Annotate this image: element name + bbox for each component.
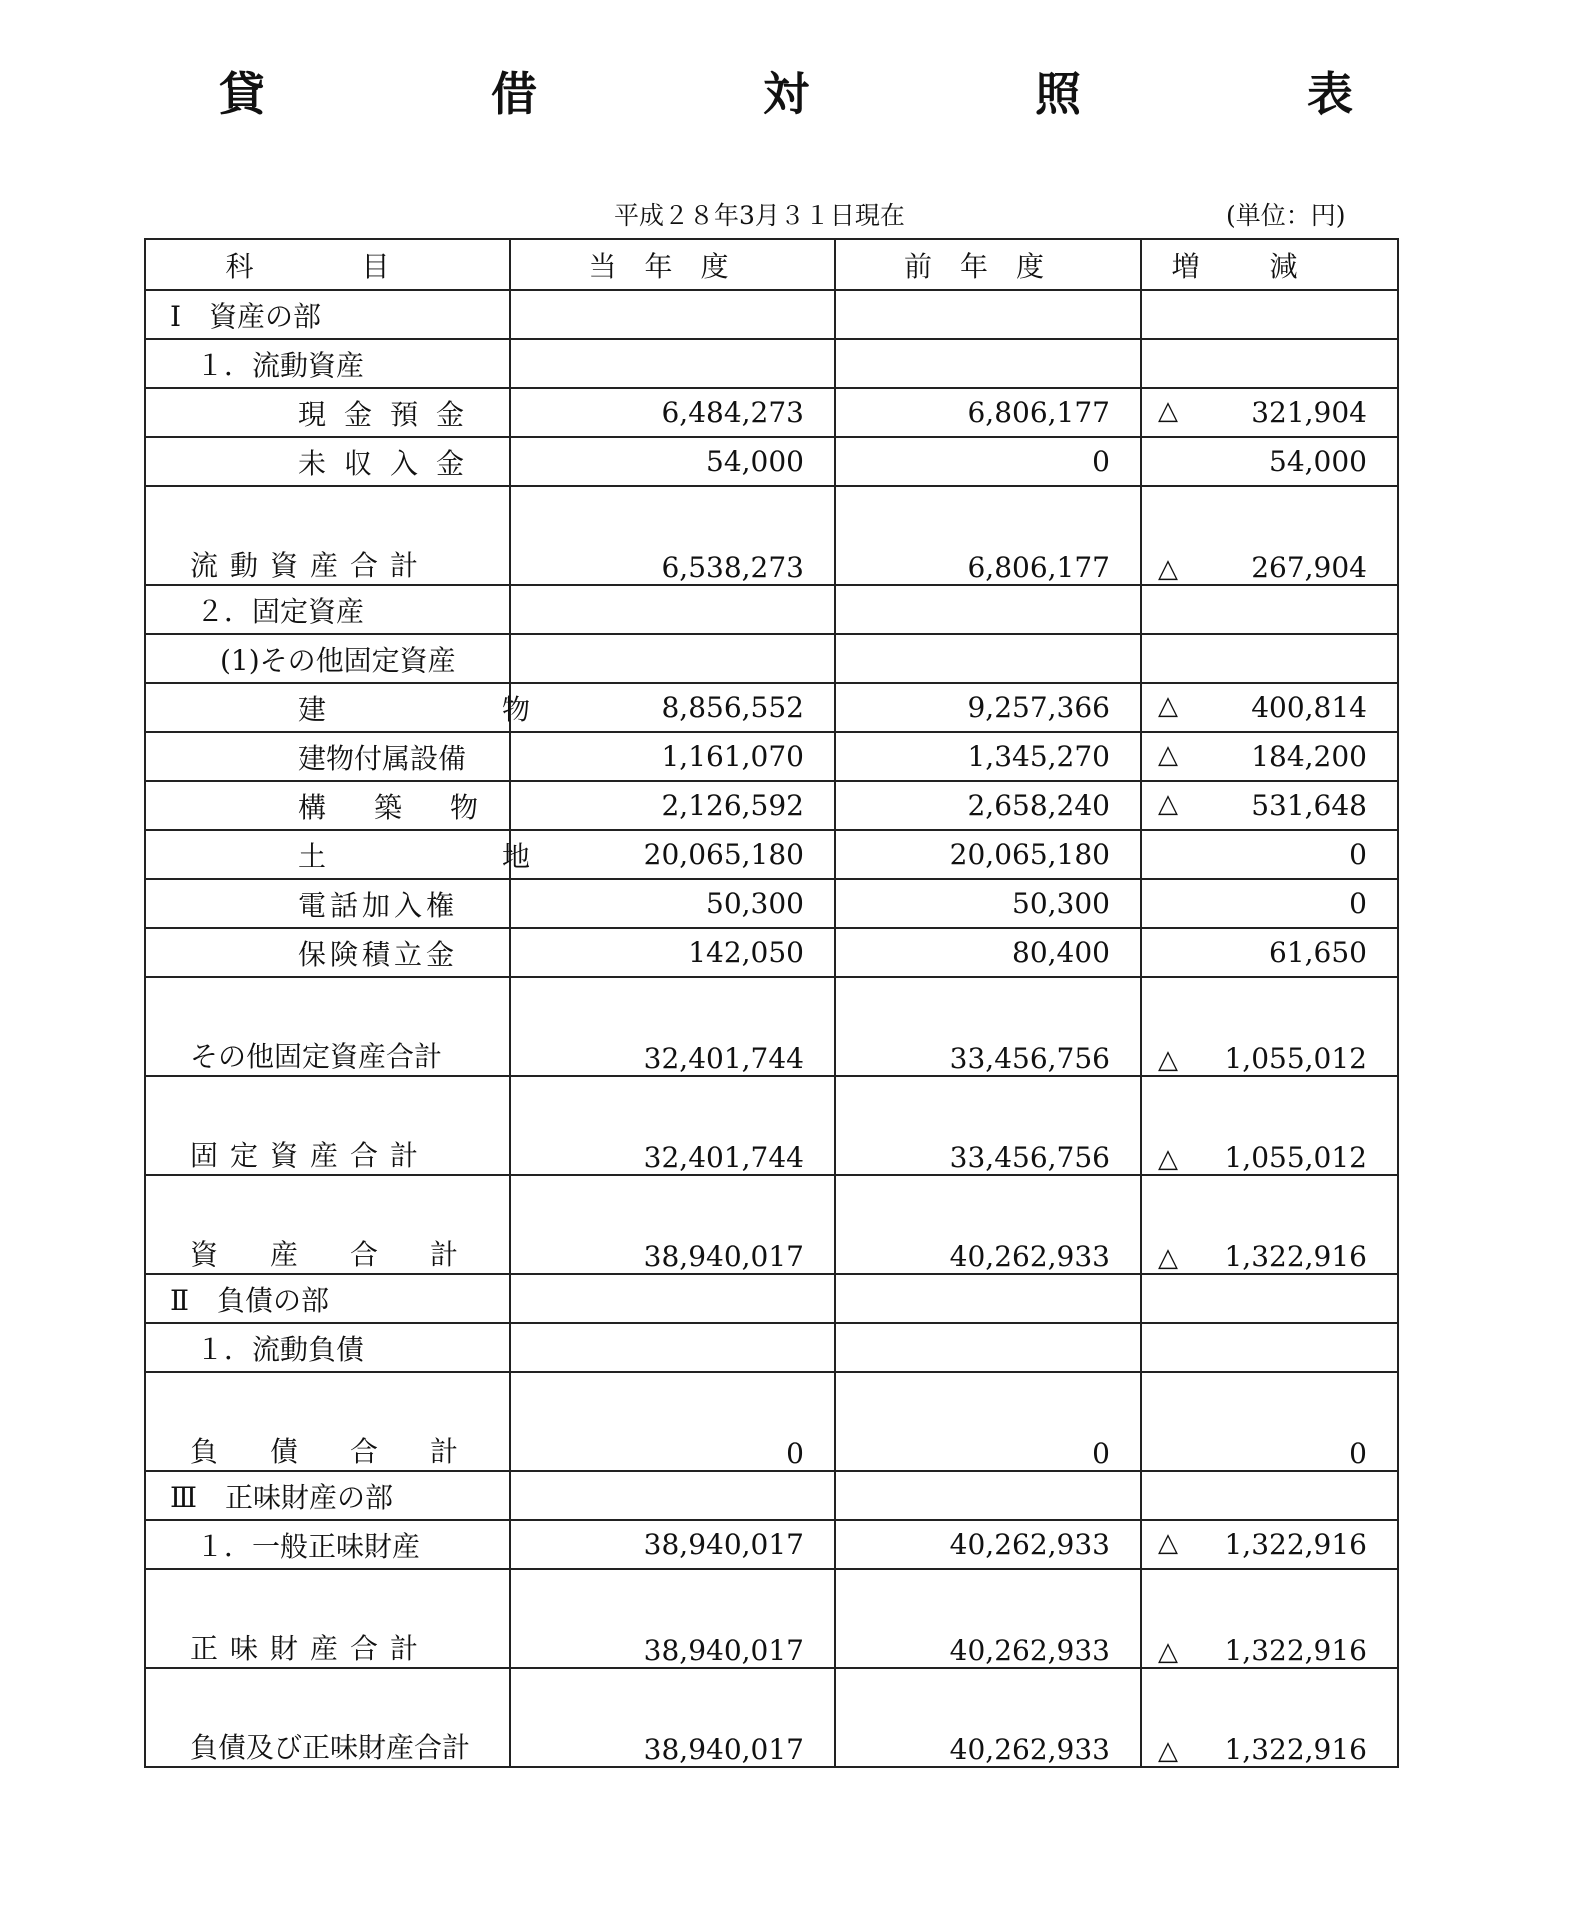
- document-title: 貸 借 対 照 表: [219, 67, 1443, 121]
- table-row: [145, 1520, 1398, 1569]
- change-cell: [1141, 1076, 1398, 1175]
- change-cell: [1141, 1668, 1398, 1767]
- previous-value: 50,300: [835, 879, 1141, 928]
- change-cell: [1141, 1569, 1398, 1668]
- decrease-marker: △: [1158, 691, 1178, 721]
- total-row: [145, 977, 1398, 1076]
- change-cell: [1141, 879, 1398, 928]
- section-liabilities-row: [145, 1274, 1398, 1323]
- fixed-assets-heading: ２．固定資産: [145, 585, 510, 634]
- change-cell: [1141, 1520, 1398, 1569]
- decrease-marker: △: [1158, 1243, 1178, 1273]
- section-assets-label: Ⅰ 資産の部: [145, 290, 510, 339]
- table-row: [145, 388, 1398, 437]
- change-cell: [1141, 1372, 1398, 1471]
- current-value: 1,161,070: [510, 732, 835, 781]
- total-label: 負債及び正味財産合計: [145, 1668, 510, 1767]
- change-value: 1,322,916: [1224, 1634, 1367, 1667]
- previous-value: 0: [835, 1372, 1141, 1471]
- previous-value: 80,400: [835, 928, 1141, 977]
- decrease-marker: △: [1158, 1528, 1178, 1558]
- change-cell: [1141, 781, 1398, 830]
- decrease-marker: △: [1158, 789, 1178, 819]
- previous-value: 40,262,933: [835, 1175, 1141, 1274]
- change-value: 1,322,916: [1224, 1240, 1367, 1273]
- section-assets-row: [145, 290, 1398, 339]
- change-cell: [1141, 1175, 1398, 1274]
- table-row: [145, 928, 1398, 977]
- decrease-marker: △: [1158, 1144, 1178, 1174]
- row-label: [145, 388, 510, 437]
- fixed-assets-heading-row: [145, 585, 1398, 634]
- current-value: 38,940,017: [510, 1175, 835, 1274]
- total-row: [145, 1372, 1398, 1471]
- current-assets-heading: １．流動資産: [145, 339, 510, 388]
- previous-value: 40,262,933: [835, 1569, 1141, 1668]
- row-label-text: 構 築 物: [298, 790, 489, 824]
- change-value: 321,904: [1251, 396, 1367, 429]
- row-label: [145, 732, 510, 781]
- total-label: 資 産 合 計: [145, 1175, 510, 1274]
- section-net-assets-row: [145, 1471, 1398, 1520]
- change-value: 0: [1349, 887, 1367, 920]
- change-cell: [1141, 732, 1398, 781]
- previous-value: 33,456,756: [835, 977, 1141, 1076]
- previous-value: 6,806,177: [835, 388, 1141, 437]
- decrease-marker: △: [1158, 1045, 1178, 1075]
- current-value: 38,940,017: [510, 1520, 835, 1569]
- total-label: 固定資産合計: [145, 1076, 510, 1175]
- row-label-text: 現金預金: [298, 397, 483, 431]
- previous-value: 40,262,933: [835, 1520, 1141, 1569]
- table-row: [145, 830, 1398, 879]
- row-label-text: 建 物: [298, 692, 571, 726]
- total-label: 流動資産合計: [145, 486, 510, 585]
- row-label: １．一般正味財産: [145, 1520, 510, 1569]
- previous-value: 2,658,240: [835, 781, 1141, 830]
- current-value: 6,538,273: [510, 486, 835, 585]
- as-of-date: 平成２８年3月３１日現在: [614, 201, 905, 230]
- row-label: [145, 781, 510, 830]
- other-fixed-assets-heading-row: [145, 634, 1398, 683]
- table-row: [145, 781, 1398, 830]
- change-value: 0: [1349, 838, 1367, 871]
- previous-value: 9,257,366: [835, 683, 1141, 732]
- total-row: [145, 1569, 1398, 1668]
- change-value: 400,814: [1251, 691, 1367, 724]
- section-net-assets-label: Ⅲ 正味財産の部: [145, 1471, 510, 1520]
- header-row: [145, 239, 1398, 290]
- current-value: 38,940,017: [510, 1569, 835, 1668]
- other-fixed-assets-heading: (1)その他固定資産: [145, 634, 510, 683]
- total-row: [145, 1175, 1398, 1274]
- current-assets-heading-row: [145, 339, 1398, 388]
- change-value: 0: [1349, 1437, 1367, 1470]
- table-row: [145, 732, 1398, 781]
- current-liabilities-heading: １．流動負債: [145, 1323, 510, 1372]
- change-value: 61,650: [1269, 936, 1367, 969]
- change-cell: [1141, 928, 1398, 977]
- current-liabilities-heading-row: [145, 1323, 1398, 1372]
- decrease-marker: △: [1158, 396, 1178, 426]
- change-value: 1,055,012: [1224, 1141, 1367, 1174]
- row-label: [145, 879, 510, 928]
- table-row: [145, 879, 1398, 928]
- change-value: 1,322,916: [1224, 1528, 1367, 1561]
- previous-value: 6,806,177: [835, 486, 1141, 585]
- unit-label: (単位：円): [1226, 201, 1346, 230]
- current-value: 32,401,744: [510, 1076, 835, 1175]
- row-label: [145, 830, 571, 879]
- total-row: [145, 1668, 1398, 1767]
- section-liabilities-label: Ⅱ 負債の部: [145, 1274, 510, 1323]
- change-value: 267,904: [1251, 551, 1367, 584]
- change-cell: [1141, 486, 1398, 585]
- previous-value: 0: [835, 437, 1141, 486]
- decrease-marker: △: [1158, 1736, 1178, 1766]
- decrease-marker: △: [1158, 740, 1178, 770]
- current-value: 50,300: [510, 879, 835, 928]
- decrease-marker: △: [1158, 554, 1178, 584]
- header-change: 増減: [1141, 239, 1398, 290]
- current-value: 0: [510, 1372, 835, 1471]
- previous-value: 1,345,270: [835, 732, 1141, 781]
- change-value: 531,648: [1251, 789, 1367, 822]
- table-row: [145, 437, 1398, 486]
- change-cell: [1141, 830, 1398, 879]
- total-label: その他固定資産合計: [145, 977, 510, 1076]
- balance-sheet-table: [144, 238, 1399, 1768]
- header-subject: 科 目: [145, 239, 510, 290]
- row-label-text: 建物付属設備: [298, 741, 467, 775]
- row-label: [145, 437, 510, 486]
- change-cell: [1141, 437, 1398, 486]
- total-row: [145, 486, 1398, 585]
- current-value: 20,065,180: [510, 830, 835, 879]
- header-previous: 前年度: [835, 239, 1141, 290]
- decrease-marker: △: [1158, 1637, 1178, 1667]
- previous-value: 33,456,756: [835, 1076, 1141, 1175]
- row-label-text: 電話加入権: [298, 888, 459, 922]
- row-label: [145, 928, 510, 977]
- row-label-text: 保険積立金: [298, 937, 459, 971]
- row-label: [145, 683, 571, 732]
- current-value: 54,000: [510, 437, 835, 486]
- current-value: 142,050: [510, 928, 835, 977]
- header-current: 当年度: [510, 239, 835, 290]
- current-value: 8,856,552: [510, 683, 835, 732]
- table-row: [145, 683, 1398, 732]
- change-value: 54,000: [1269, 445, 1367, 478]
- row-label-text: 土 地: [298, 839, 571, 873]
- change-cell: [1141, 977, 1398, 1076]
- change-value: 1,322,916: [1224, 1733, 1367, 1766]
- change-value: 184,200: [1251, 740, 1367, 773]
- total-label: 負 債 合 計: [145, 1372, 510, 1471]
- total-label: 正味財産合計: [145, 1569, 510, 1668]
- change-value: 1,055,012: [1224, 1042, 1367, 1075]
- total-row: [145, 1076, 1398, 1175]
- current-value: 6,484,273: [510, 388, 835, 437]
- previous-value: 20,065,180: [835, 830, 1141, 879]
- previous-value: 40,262,933: [835, 1668, 1141, 1767]
- current-value: 2,126,592: [510, 781, 835, 830]
- change-cell: [1141, 683, 1398, 732]
- current-value: 38,940,017: [510, 1668, 835, 1767]
- change-cell: [1141, 388, 1398, 437]
- row-label-text: 未収入金: [298, 446, 483, 480]
- current-value: 32,401,744: [510, 977, 835, 1076]
